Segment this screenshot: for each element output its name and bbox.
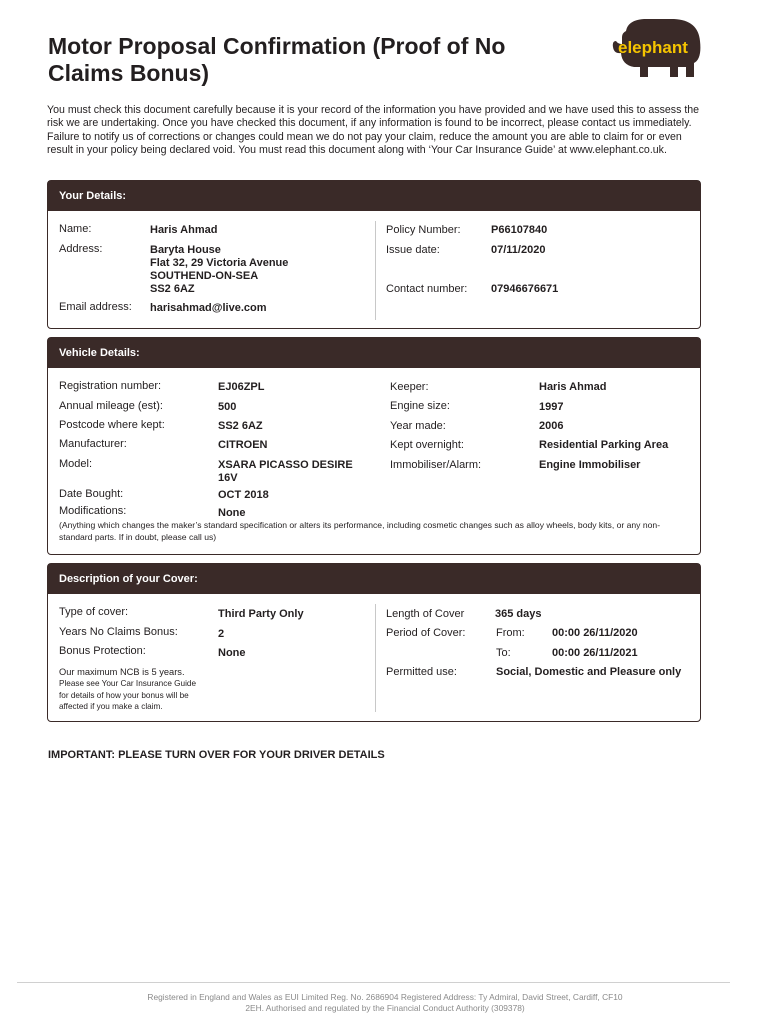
vehicle-details-panel <box>47 337 701 555</box>
mileage-value: 500 <box>218 401 237 413</box>
policy-number-label: Policy Number: <box>386 224 461 236</box>
mileage-label: Annual mileage (est): <box>59 400 163 412</box>
contact-number-label: Contact number: <box>386 283 468 295</box>
intro-paragraph: You must check this document carefully because it is your record of the information you have provided and we have used this to assess the risk we are undertaking. Once you have checked this document, if any information is found to be incorrect, please contact us immediately. Failure to notify us of corrections or changes could mean we do not pay your claim, reduce the amount you are able to claim for or even result in your policy being declared void. You must read this document along with ‘Your Car Insurance Guide’ at www.elephant.co.uk. <box>47 104 700 157</box>
issue-date-value: 07/11/2020 <box>491 244 546 256</box>
divider <box>375 604 376 712</box>
period-to-label: To: <box>496 647 511 659</box>
permitted-use-label: Permitted use: <box>386 666 457 678</box>
footer-divider <box>17 982 730 983</box>
bonus-protection-label: Bonus Protection: <box>59 645 146 657</box>
permitted-use-value: Social, Domestic and Pleasure only <box>496 666 682 678</box>
engine-size-label: Engine size: <box>390 400 450 412</box>
date-bought-label: Date Bought: <box>59 488 124 500</box>
manufacturer-value: CITROEN <box>218 439 268 451</box>
policy-number-value: P66107840 <box>491 224 548 236</box>
brand-name: elephant <box>618 38 688 57</box>
length-of-cover-label: Length of Cover <box>386 608 465 620</box>
length-of-cover-value: 365 days <box>495 608 542 620</box>
modifications-note: (Anything which changes the maker’s standard specification or alters its performance, including cosmetic changes such as alloy wheels, body kits, or any non-standard parts. If in doubt, please call us) <box>59 520 661 542</box>
ncb-note: Please see Your Car Insurance Guide for details of how your bonus will be affected if you make a claim. <box>59 679 196 711</box>
keeper-value: Haris Ahmad <box>539 381 607 393</box>
cover-heading: Description of your Cover: <box>48 564 700 594</box>
date-bought-value: OCT 2018 <box>218 489 269 501</box>
bonus-protection-value: None <box>218 647 246 659</box>
name-value: Haris Ahmad <box>150 224 218 236</box>
name-label: Name: <box>59 223 92 235</box>
cover-panel <box>47 563 701 722</box>
vehicle-details-heading: Vehicle Details: <box>48 338 700 368</box>
kept-overnight-value: Residential Parking Area <box>539 439 669 451</box>
postcode-value: SS2 6AZ <box>218 420 263 432</box>
issue-date-label: Issue date: <box>386 244 440 256</box>
divider <box>375 221 376 320</box>
page-title: Motor Proposal Confirmation (Proof of No Claims Bonus) <box>48 33 506 86</box>
period-to-value: 00:00 26/11/2021 <box>552 647 638 659</box>
modifications-value: None <box>218 507 246 519</box>
keeper-label: Keeper: <box>390 381 429 393</box>
modifications-label: Modifications: <box>59 505 127 517</box>
period-from-label: From: <box>496 627 525 639</box>
contact-number-value: 07946676671 <box>491 283 559 295</box>
immobiliser-value: Engine Immobiliser <box>539 459 641 471</box>
email-value: harisahmad@live.com <box>150 302 267 314</box>
postcode-label: Postcode where kept: <box>59 419 165 431</box>
cover-type-value: Third Party Only <box>218 608 304 620</box>
cover-type-label: Type of cover: <box>59 606 129 618</box>
year-made-value: 2006 <box>539 420 564 432</box>
model-label: Model: <box>59 458 93 470</box>
registration-label: Registration number: <box>59 380 162 392</box>
email-label: Email address: <box>59 301 132 313</box>
your-details-heading: Your Details: <box>48 181 700 211</box>
address-label: Address: <box>59 243 103 255</box>
engine-size-value: 1997 <box>539 401 564 413</box>
ncb-label: Years No Claims Bonus: <box>59 626 178 638</box>
immobiliser-label: Immobiliser/Alarm: <box>390 459 482 471</box>
your-details-panel <box>47 180 701 329</box>
kept-overnight-label: Kept overnight: <box>390 439 464 451</box>
year-made-label: Year made: <box>390 420 446 432</box>
manufacturer-label: Manufacturer: <box>59 438 127 450</box>
ncb-maximum: Our maximum NCB is 5 years. <box>59 667 185 677</box>
period-of-cover-label: Period of Cover: <box>386 627 466 639</box>
registration-value: EJ06ZPL <box>218 381 265 393</box>
period-from-value: 00:00 26/11/2020 <box>552 627 638 639</box>
model-value: XSARA PICASSO DESIRE 16V <box>218 459 353 484</box>
ncb-value: 2 <box>218 628 225 640</box>
important-notice: IMPORTANT: PLEASE TURN OVER FOR YOUR DRIVER DETAILS <box>48 749 385 761</box>
address-value: Baryta House Flat 32, 29 Victoria Avenue SOUTHEND-ON-SEA SS2 6AZ <box>150 244 289 295</box>
footer-text: Registered in England and Wales as EUI Limited Reg. No. 2686904 Registered Address: Ty Admiral, David Street, Cardiff, CF10 2EH. Authorised and regulated by the Financial Conduct Authority (309378) <box>147 992 623 1013</box>
elephant-logo <box>612 17 702 79</box>
